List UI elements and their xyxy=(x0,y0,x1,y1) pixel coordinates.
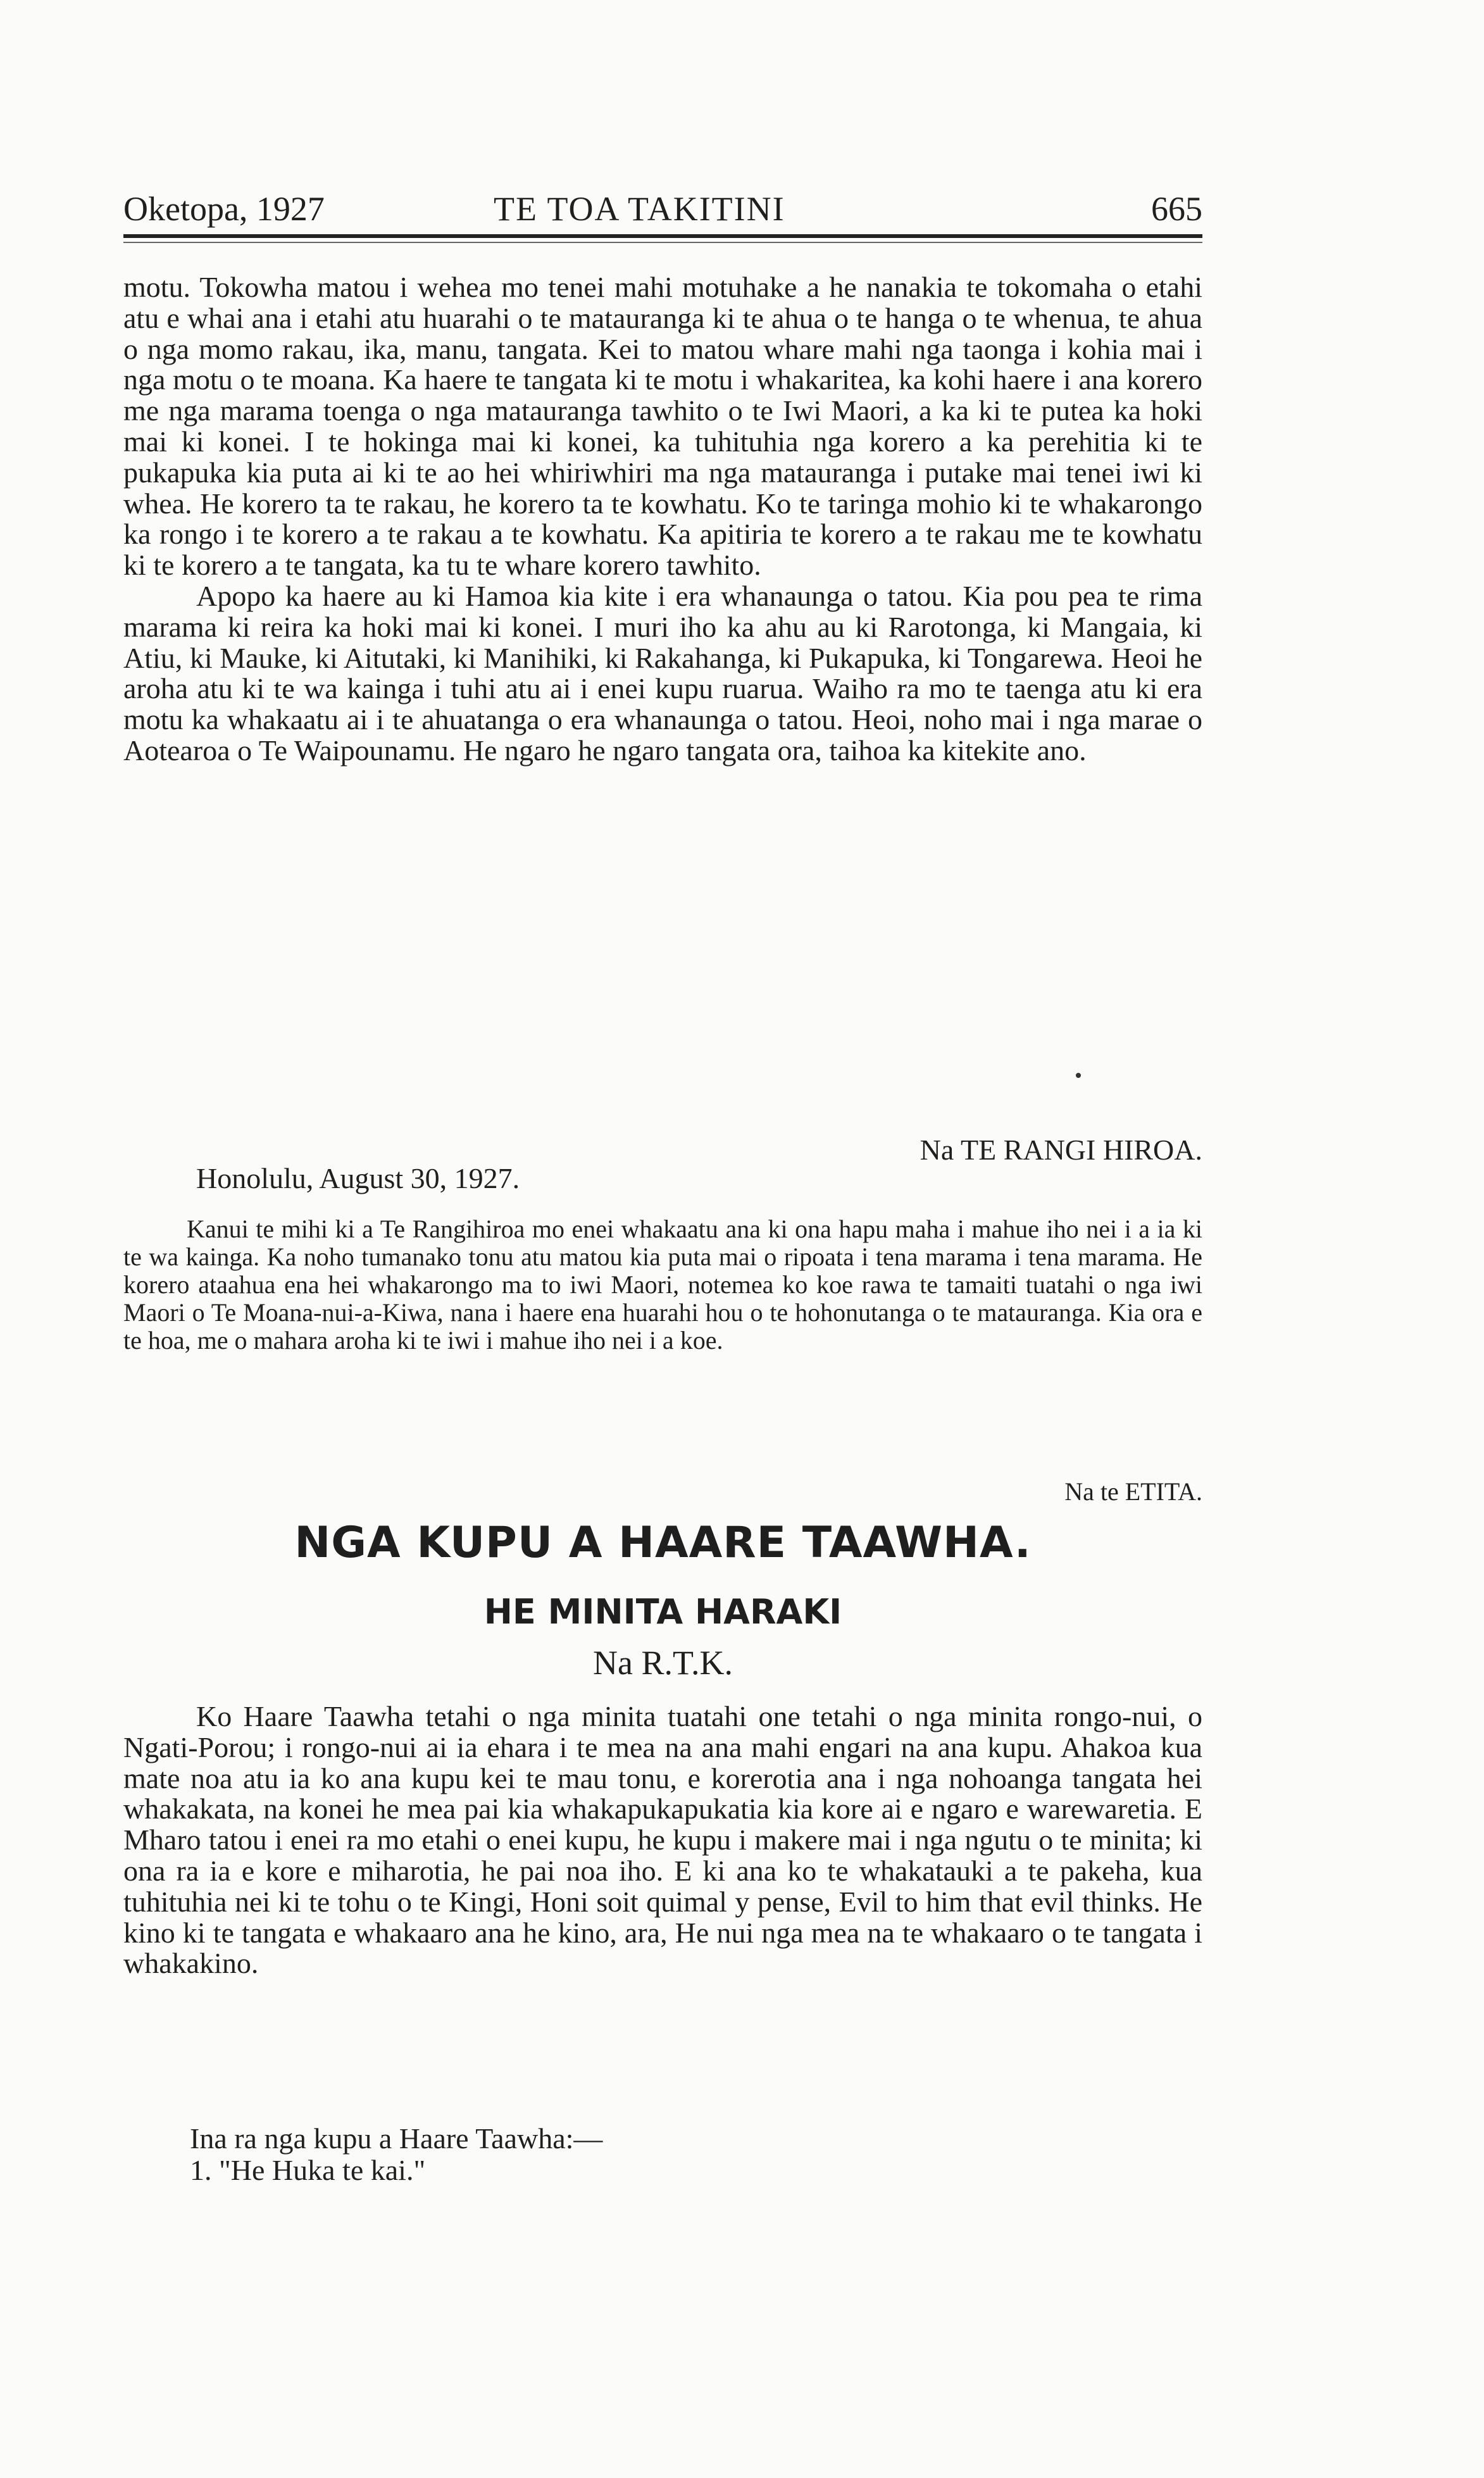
article-list-item: 1. "He Huka te kai." xyxy=(190,2154,426,2186)
print-speck xyxy=(1076,1073,1081,1078)
article-subtitle: HE MINITA HARAKI xyxy=(483,1592,842,1632)
letter-paragraph-2: Apopo ka haere au ki Hamoa kia kite i era whanaunga o tatou. Kia pou pea te rima marama ki reira ka hoki mai ki konei. I muri iho ka ahu au ki Rarotonga, ki Mangaia, ki Atiu, ki Mauke, ki Aitutaki, ki Manihiki, ki Rakahanga, ki Pukapuka, ki Tongarewa. Heoi he aroha atu ki te wa kainga i tuhi atu ai i enei kupu ruarua. Waiho ra mo te taenga atu ki era motu ka whakaatu ai i te ahuatanga o era whanaunga o tatou. Heoi, noho mai i nga marae o Aotearoa o Te Waipounamu. He ngaro he ngaro tangata ora, taihoa ka kitekite ano. xyxy=(123,579,1202,767)
page-header xyxy=(123,190,1202,228)
publication-title: TE TOA TAKITINI xyxy=(494,190,785,228)
letter-paragraph-1: motu. Tokowha matou i wehea mo tenei mahi motuhake a he nanakia te tokomaha o etahi atu e whai ana i etahi atu huarahi o te matauranga ki te ahua o te hanga o te whenua, te ahua o nga momo rakau, ika, manu, tangata. Kei to matou whare mahi nga taonga i kohia mai i nga motu o te moana. Ka haere te tangata ki te motu i whakaritea, ka kohi haere i ana korero me nga marama toenga o nga matauranga tawhito o te Iwi Maori, a ka ki te putea ka hoki mai ki konei. I te hokinga mai ki konei, ka tuhituhia nga korero a ka perehitia ki te pukapuka kia puta ai ki te ao hei whiriwhiri ma nga matauranga i putake mai tenei iwi ki whea. He korero ta te rakau, he korero ta te kowhatu. Ko te taringa mohio ki te whakarongo ka rongo i te korero a te rakau a te kowhatu. Ka apitiria te korero a te rakau me te kowhatu ki te korero a te tangata, ka tu te whare korero tawhito. xyxy=(123,271,1202,582)
editor-note xyxy=(123,1215,1202,1355)
page-number: 665 xyxy=(1151,190,1202,228)
article-byline: Na R.T.K. xyxy=(593,1644,733,1682)
article-title: NGA KUPU A HAARE TAAWHA. xyxy=(294,1518,1032,1568)
letter-place-date: Honolulu, August 30, 1927. xyxy=(196,1162,520,1194)
article-intro-line: Ina ra nga kupu a Haare Taawha:— xyxy=(190,2122,603,2155)
article-body xyxy=(123,1701,1202,1979)
issue-date: Oketopa, 1927 xyxy=(123,190,325,228)
editor-note-text: Kanui te mihi ki a Te Rangihiroa mo enei whakaatu ana ki ona hapu maha i mahue iho nei i a ia ki te wa kainga. Ka noho tumanako tonu atu matou kia puta mai o ripoata i tena marama i tena marama. He korero ataahua ena hei whakarongo ma to iwi Maori, notemea ko koe rawa te tamaiti tuatahi o nga iwi Maori o Te Moana-nui-a-Kiwa, nana i haere ena huarahi hou o te hohonutanga o te matauranga. Kia ora e te hoa, me o mahara aroha ki te iwi i mahue iho nei i a koe. xyxy=(123,1215,1202,1355)
article-paragraph: Ko Haare Taawha tetahi o nga minita tuatahi one tetahi o nga minita rongo-nui, o Ngati-Porou; i rongo-nui ai ia ehara i te mea na ana mahi engari na ana kupu. Ahakoa kua mate noa atu ia ko ana kupu kei te mau tonu, e korerotia ana i nga nohoanga tangata hei whakakata, na konei he mea pai kia whakapukapukatia kia kore ai e ngaro e warewaretia. E Mharo tatou i enei ra mo etahi o enei kupu, he kupu i makere mai i nga ngutu o te minita; ki ona ra ia e kore e miharotia, he pai noa iho. E ki ana ko te whakatauki a te pakeha, kua tuhituhia nei ki te tohu o te Kingi, Honi soit quimal y pense, Evil to him that evil thinks. He kino ki te tangata e whakaaro ana he kino, ara, He nui nga mea na te whakaaro o te tangata i whakakino. xyxy=(123,1700,1202,1980)
editor-signature: Na te ETITA. xyxy=(1064,1477,1202,1506)
header-rule-thin xyxy=(123,242,1202,243)
letter-signature: Na TE RANGI HIROA. xyxy=(920,1134,1202,1166)
header-rule xyxy=(123,234,1202,238)
letter-body xyxy=(123,272,1202,767)
